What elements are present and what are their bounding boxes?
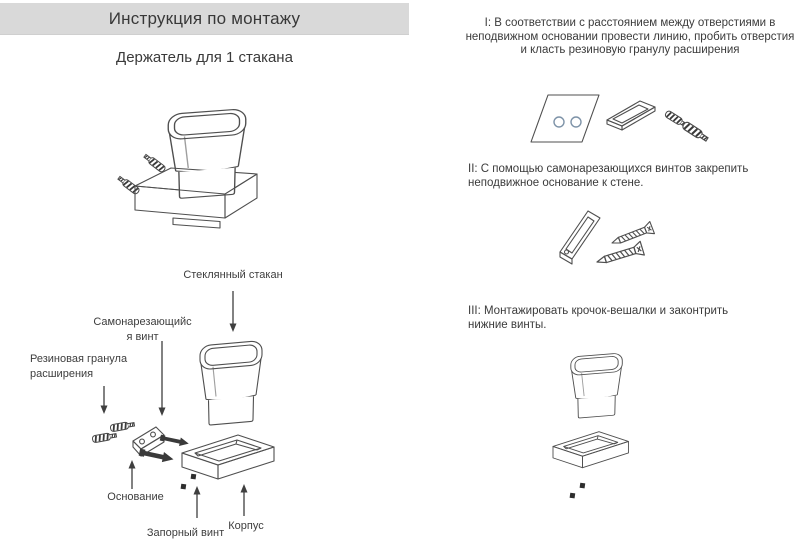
- page-title: [0, 3, 409, 35]
- label-base: Основание: [107, 491, 164, 503]
- step-2-drawing: [550, 208, 710, 293]
- label-self-tapping-screw-line2: я винт: [126, 331, 159, 343]
- wall-plug-icon: [92, 421, 135, 443]
- label-lock-screw: Запорный винт: [146, 527, 225, 539]
- page-title-text: Инструкция по монтажу: [108, 8, 301, 28]
- base-drawing: [133, 427, 164, 456]
- label-self-tapping-screw-line1: Самонарезающийс: [93, 316, 192, 328]
- exploded-diagram: [0, 260, 430, 543]
- self-tapping-screw-icon: [595, 222, 655, 269]
- step-1-drawing: [520, 88, 720, 153]
- label-rubber-plug: Резиновая гранула расширения: [30, 353, 128, 380]
- page-subtitle: Держатель для 1 стакана: [116, 49, 293, 66]
- step-1-text: I: В соответствии с расстоянием между отверстиями в неподвижном основании провести линию, пробить отверстия и класть резиновую гранулу расширения: [465, 17, 795, 56]
- set-screw-icon: [570, 483, 586, 499]
- set-screw-icon: [181, 474, 197, 490]
- wall-plug-icon: [664, 110, 709, 143]
- wall-plate-drawing: [531, 95, 599, 142]
- fixed-base-drawing: [607, 101, 655, 130]
- step-3-text: III: Монтажировать крочок-вешалки и законтрить нижние винты.: [468, 305, 729, 331]
- step-2-text: II: С помощью самонарезающихся винтов закрепить неподвижное основание к стене.: [468, 163, 749, 189]
- assembled-product-drawing: [105, 100, 265, 235]
- fixed-base-drawing: [560, 211, 600, 264]
- label-self-tapping-screw: [80, 315, 205, 345]
- step-3-drawing: [545, 345, 695, 510]
- label-body: Корпус: [228, 520, 264, 532]
- holder-body-drawing: [553, 432, 628, 468]
- glass-cup-drawing: [571, 353, 622, 419]
- holder-body-drawing: [182, 435, 274, 479]
- glass-cup-drawing: [168, 109, 246, 200]
- label-glass-cup: Стеклянный стакан: [183, 269, 283, 281]
- glass-cup-drawing: [200, 340, 262, 425]
